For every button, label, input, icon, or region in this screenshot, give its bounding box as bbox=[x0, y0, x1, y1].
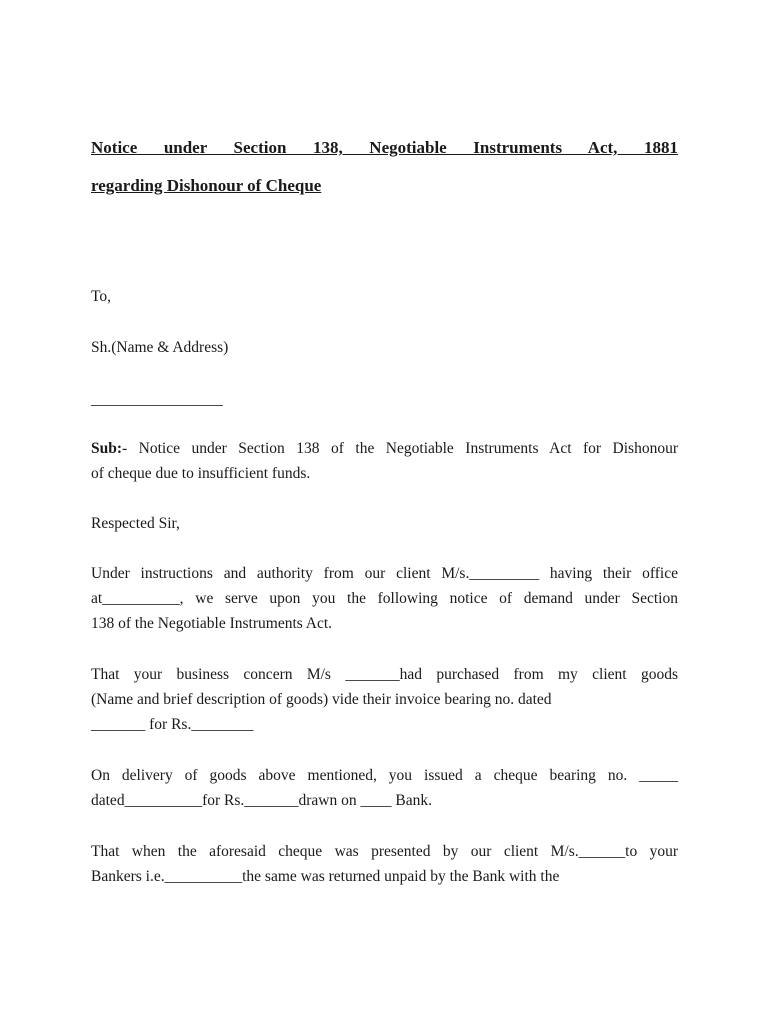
para4-line-1: That when the aforesaid cheque was presented by our client M/s.______to your bbox=[91, 843, 678, 860]
document-page bbox=[91, 0, 678, 1024]
address-to: To, bbox=[91, 288, 112, 305]
address-blank: _________________ bbox=[91, 391, 223, 408]
subject-text-1: - Notice under Section 138 of the Negotiable Instruments Act for Dishonour bbox=[122, 440, 678, 457]
subject-line-1 bbox=[91, 439, 678, 459]
salutation: Respected Sir, bbox=[91, 515, 180, 532]
para3-line-2: dated__________for Rs._______drawn on ____ Bank. bbox=[91, 792, 432, 809]
subject-label: Sub: bbox=[91, 440, 123, 457]
notice-title-line-1: Notice under Section 138, Negotiable Instruments Act, 1881 bbox=[91, 138, 678, 157]
para2-line-2: (Name and brief description of goods) vide their invoice bearing no. dated bbox=[91, 691, 552, 708]
para4-line-2: Bankers i.e.__________the same was returned unpaid by the Bank with the bbox=[91, 868, 560, 885]
para2-line-3: _______ for Rs.________ bbox=[91, 716, 254, 733]
para1-line-1: Under instructions and authority from our client M/s._________ having their office bbox=[91, 565, 678, 582]
para1-line-2: at__________, we serve upon you the following notice of demand under Section bbox=[91, 590, 678, 607]
address-name: Sh.(Name & Address) bbox=[91, 339, 229, 356]
para2-line-1: That your business concern M/s _______had purchased from my client goods bbox=[91, 666, 678, 683]
para3-line-1: On delivery of goods above mentioned, you issued a cheque bearing no. _____ bbox=[91, 767, 678, 784]
notice-title-line-2: regarding Dishonour of Cheque bbox=[91, 176, 322, 195]
para1-line-3: 138 of the Negotiable Instruments Act. bbox=[91, 615, 333, 632]
subject-line-2: of cheque due to insufficient funds. bbox=[91, 465, 311, 482]
